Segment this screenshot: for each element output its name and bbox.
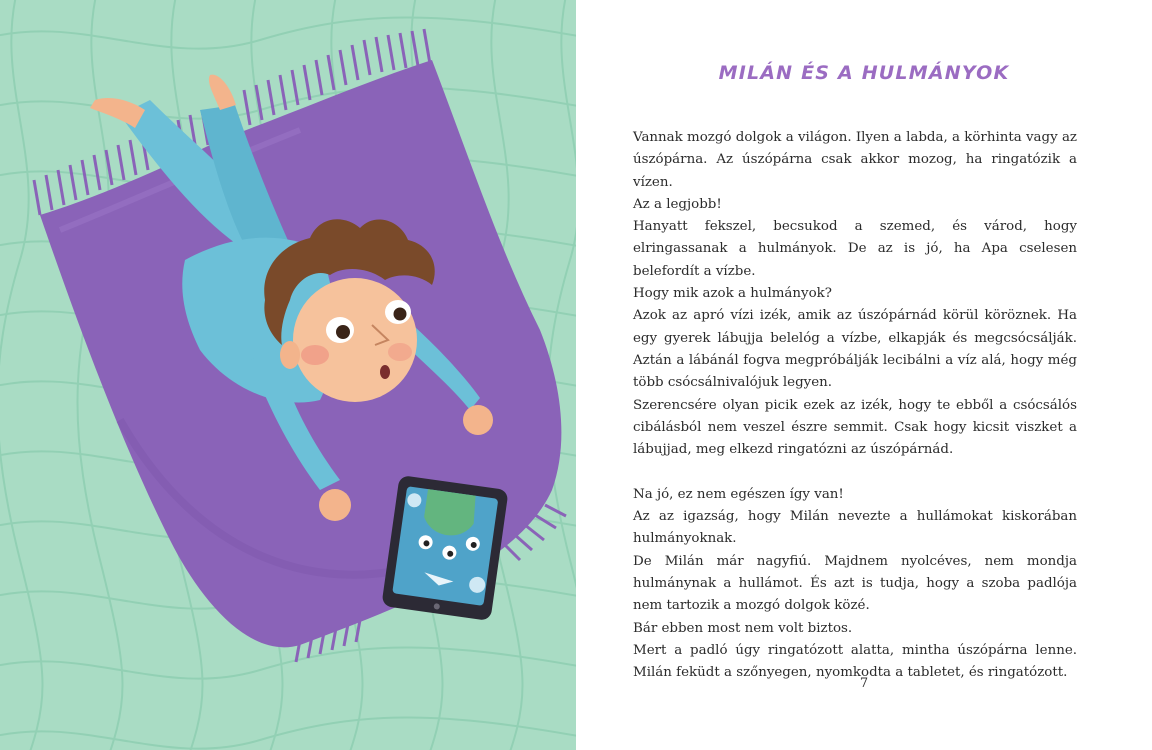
paragraph: Az az igazság, hogy Milán nevezte a hullámokat kiskorában hulmányoknak. bbox=[633, 509, 1077, 547]
paragraph: Hogy mik azok a hulmányok? bbox=[633, 286, 832, 302]
paragraph: Na jó, ez nem egészen így van! bbox=[633, 486, 844, 502]
paragraph: Azok az apró vízi izék, amik az úszópárnád körül köröznek. Ha egy gyerek lábujja belelóg a vízbe, elkapják és megcsócsálják. Aztán a lábánál fogva megpróbálják lecibálni a víz alá, hogy még több csócsálnivalójuk legyen. bbox=[633, 308, 1077, 391]
page-number: 7 bbox=[859, 676, 869, 691]
paragraph: Az a legjobb! bbox=[633, 196, 722, 212]
chapter-title: MILÁN ÉS A HULMÁNYOK bbox=[718, 62, 1010, 84]
tablet bbox=[381, 475, 508, 621]
paragraph: Hanyatt fekszel, becsukod a szemed, és várod, hogy elringassanak a hulmányok. De az is jó, ha Apa cselesen belefordít a vízbe. bbox=[633, 219, 1077, 279]
text-page bbox=[576, 0, 1152, 750]
paragraph: Vannak mozgó dolgok a világon. Ilyen a labda, a körhinta vagy az úszópárna. Az úszópárna csak akkor mozog, ha ringatózik a vízen. bbox=[633, 130, 1077, 190]
paragraph-spacer bbox=[633, 461, 1077, 483]
paragraph: De Milán már nagyfiú. Majdnem nyolcéves, nem mondja hulmánynak a hullámot. És azt is tudja, hogy a szoba padlója nem tartozik a mozgó dolgok közé. bbox=[633, 553, 1077, 614]
paragraph: Mert a padló úgy ringatózott alatta, mintha úszópárna lenne. Milán feküdt a szőnyegen, nyomkodta a tabletet, és ringatózott. bbox=[633, 642, 1077, 681]
paragraph: Bár ebben most nem volt biztos. bbox=[633, 620, 853, 636]
paragraph: Szerencsére olyan picik ezek az izék, hogy te ebből a csócsálós cibálásból nem veszel észre semmit. Csak hogy kicsit viszket a lábujjad, meg elkezd ringatózni az úszópárnád. bbox=[633, 397, 1077, 458]
story-body bbox=[633, 127, 1077, 684]
